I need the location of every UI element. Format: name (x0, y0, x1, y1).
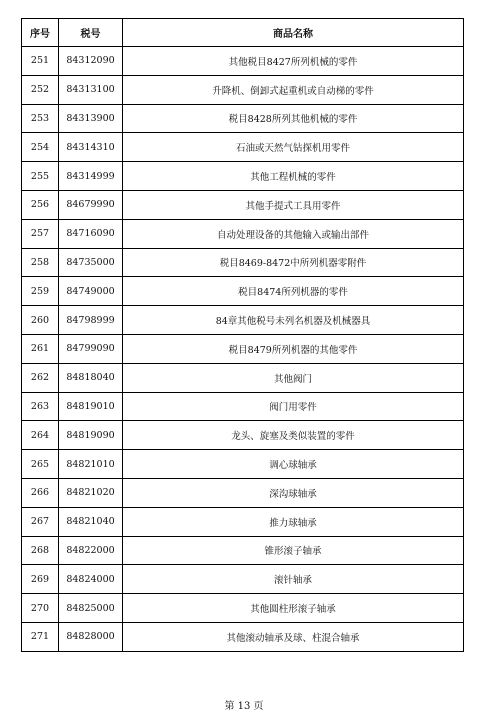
row-name: 其他税目8427所列机械的零件 (123, 47, 464, 76)
row-name: 税目8479所列机器的其他零件 (123, 334, 464, 363)
row-code: 84749000 (59, 277, 123, 306)
table-header (22, 19, 464, 47)
table-row (22, 277, 464, 306)
row-name: 深沟球轴承 (123, 478, 464, 507)
table-row (22, 507, 464, 536)
row-code: 84821020 (59, 478, 123, 507)
header-row (22, 19, 464, 47)
row-code: 84679990 (59, 190, 123, 219)
row-code: 84819090 (59, 421, 123, 450)
row-index: 260 (22, 306, 59, 335)
row-name: 其他手提式工具用零件 (123, 190, 464, 219)
table-row (22, 363, 464, 392)
row-name: 其他滚动轴承及球、柱混合轴承 (123, 622, 464, 651)
row-name: 升降机、倒卸式起重机或自动梯的零件 (123, 75, 464, 104)
row-index: 267 (22, 507, 59, 536)
row-name: 其他工程机械的零件 (123, 162, 464, 191)
header-name: 商品名称 (123, 19, 464, 47)
row-index: 270 (22, 594, 59, 623)
row-index: 269 (22, 565, 59, 594)
table-row (22, 306, 464, 335)
row-index: 268 (22, 536, 59, 565)
row-name: 推力球轴承 (123, 507, 464, 536)
row-code: 84822000 (59, 536, 123, 565)
row-name: 税目8474所列机器的零件 (123, 277, 464, 306)
row-index: 266 (22, 478, 59, 507)
table-row (22, 450, 464, 479)
row-index: 258 (22, 248, 59, 277)
row-index: 255 (22, 162, 59, 191)
row-code: 84821010 (59, 450, 123, 479)
row-code: 84799090 (59, 334, 123, 363)
row-name: 石油或天然气钻探机用零件 (123, 133, 464, 162)
row-code: 84735000 (59, 248, 123, 277)
row-index: 271 (22, 622, 59, 651)
row-code: 84824000 (59, 565, 123, 594)
row-code: 84821040 (59, 507, 123, 536)
row-code: 84819010 (59, 392, 123, 421)
row-code: 84314999 (59, 162, 123, 191)
table-row (22, 536, 464, 565)
row-index: 263 (22, 392, 59, 421)
row-index: 262 (22, 363, 59, 392)
row-name: 84章其他税号未列名机器及机械器具 (123, 306, 464, 335)
table-row (22, 190, 464, 219)
header-code: 税号 (59, 19, 123, 47)
row-name: 阀门用零件 (123, 392, 464, 421)
table-row (22, 47, 464, 76)
row-code: 84312090 (59, 47, 123, 76)
row-index: 253 (22, 104, 59, 133)
row-name: 滚针轴承 (123, 565, 464, 594)
row-code: 84818040 (59, 363, 123, 392)
row-index: 251 (22, 47, 59, 76)
table-row (22, 478, 464, 507)
row-index: 252 (22, 75, 59, 104)
row-name: 税目8428所列其他机械的零件 (123, 104, 464, 133)
row-index: 264 (22, 421, 59, 450)
row-code: 84313900 (59, 104, 123, 133)
table-row (22, 622, 464, 651)
table-row (22, 565, 464, 594)
row-index: 261 (22, 334, 59, 363)
row-code: 84716090 (59, 219, 123, 248)
header-index: 序号 (22, 19, 59, 47)
row-code: 84314310 (59, 133, 123, 162)
table-row (22, 421, 464, 450)
row-code: 84828000 (59, 622, 123, 651)
row-index: 259 (22, 277, 59, 306)
row-name: 调心球轴承 (123, 450, 464, 479)
row-name: 自动处理设备的其他输入或输出部件 (123, 219, 464, 248)
row-code: 84825000 (59, 594, 123, 623)
table-row (22, 248, 464, 277)
row-code: 84313100 (59, 75, 123, 104)
row-index: 265 (22, 450, 59, 479)
table-row (22, 75, 464, 104)
tariff-table (21, 18, 464, 652)
row-index: 254 (22, 133, 59, 162)
row-name: 锥形滚子轴承 (123, 536, 464, 565)
table-row (22, 133, 464, 162)
page-number: 第 13 页 (224, 701, 264, 712)
row-index: 256 (22, 190, 59, 219)
row-code: 84798999 (59, 306, 123, 335)
row-name: 其他阀门 (123, 363, 464, 392)
row-name: 其他圆柱形滚子轴承 (123, 594, 464, 623)
table-row (22, 162, 464, 191)
table-body (22, 47, 464, 652)
table-row (22, 104, 464, 133)
row-name: 税目8469-8472中所列机器零附件 (123, 248, 464, 277)
row-index: 257 (22, 219, 59, 248)
table-row (22, 594, 464, 623)
table-row (22, 334, 464, 363)
row-name: 龙头、旋塞及类似装置的零件 (123, 421, 464, 450)
table-row (22, 392, 464, 421)
table-row (22, 219, 464, 248)
